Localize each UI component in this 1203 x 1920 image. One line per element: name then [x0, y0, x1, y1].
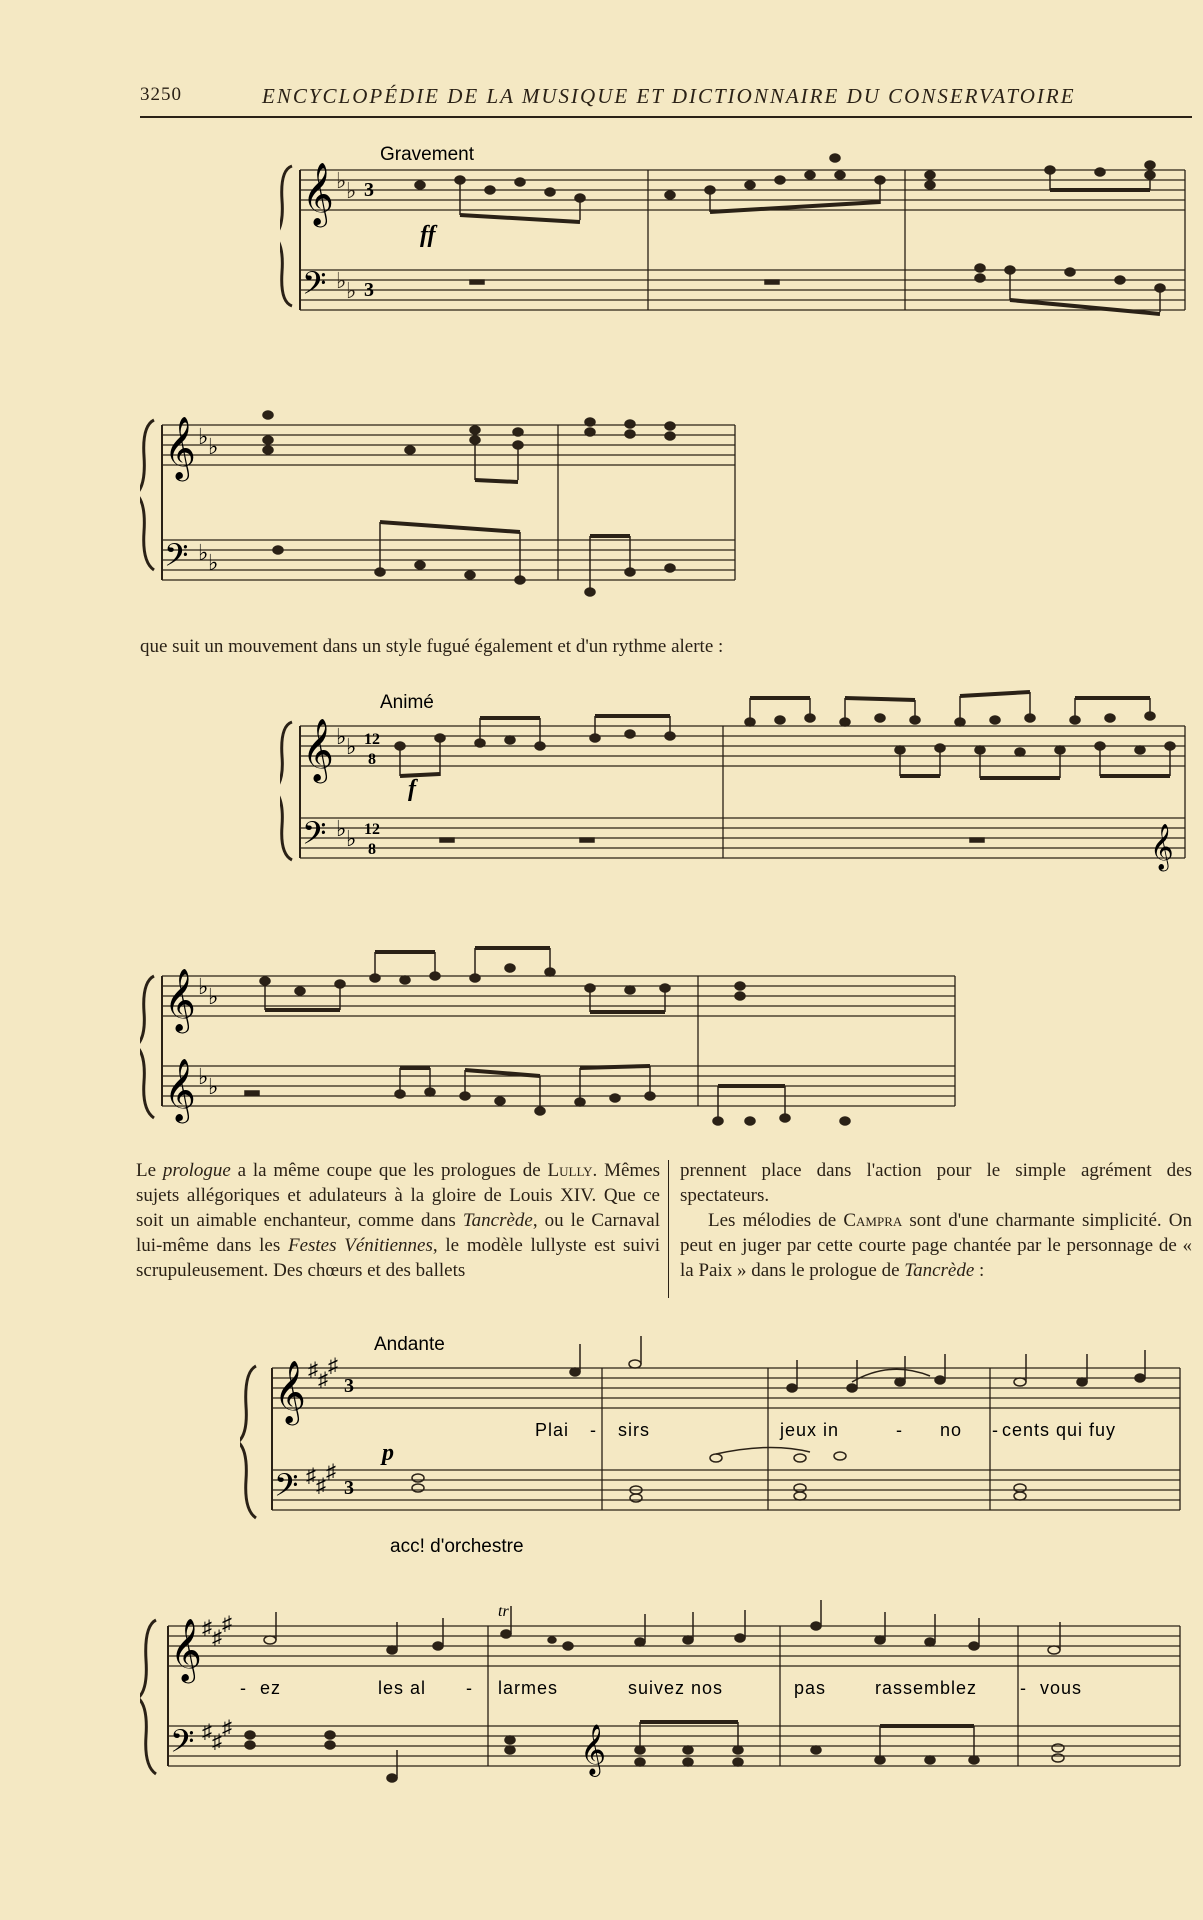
- bass-clef-icon: 𝄢: [302, 265, 327, 309]
- flat-icon: ♭: [198, 540, 209, 565]
- flat-icon: ♭: [346, 178, 357, 203]
- sharp-icon: ♯: [222, 1613, 232, 1635]
- bass-clef-icon: 𝄢: [274, 1467, 299, 1511]
- flat-icon: ♭: [208, 434, 219, 459]
- sharp-icon: ♯: [222, 1717, 232, 1739]
- music-example-anime-system-1: [280, 688, 1190, 878]
- flat-icon: ♭: [208, 984, 219, 1009]
- music-example-gravement-system-1: [280, 140, 1190, 340]
- bass-clef-icon: 𝄢: [170, 1723, 195, 1767]
- lyric-hyphen: -: [896, 1420, 903, 1440]
- sharp-icon: ♯: [326, 1461, 336, 1483]
- page-header: [140, 84, 1190, 114]
- flat-icon: ♭: [198, 974, 209, 999]
- flat-icon: ♭: [336, 268, 347, 293]
- sharp-icon: ♯: [308, 1359, 318, 1381]
- time-signature-bottom: 8: [368, 751, 376, 768]
- body-text-right-column: [680, 1158, 1192, 1283]
- music-example-andante-system-1: [240, 1330, 1190, 1560]
- lyric-syllable: suivez nos: [628, 1678, 724, 1698]
- lyric-hyphen: -: [240, 1678, 247, 1698]
- flat-icon: ♭: [198, 424, 209, 449]
- work-title: Tancrède: [904, 1260, 975, 1281]
- lyric-syllable: pas: [794, 1678, 827, 1698]
- bass-clef-icon: 𝄢: [164, 537, 189, 581]
- music-example-andante-system-2: [140, 1600, 1190, 1800]
- lyric-hyphen: -: [992, 1420, 999, 1440]
- sharp-icon: ♯: [202, 1721, 212, 1743]
- running-title: ENCYCLOPÉDIE DE LA MUSIQUE ET DICTIONNAIRE DU CONSERVATOIRE: [262, 84, 1076, 108]
- treble-clef-icon: 𝄞: [302, 162, 334, 225]
- text-run: a la même coupe que les prologues de: [230, 1160, 548, 1181]
- flat-icon: ♭: [208, 1074, 219, 1099]
- time-signature: 3: [364, 279, 374, 301]
- lyric-hyphen: -: [590, 1420, 597, 1440]
- sharp-icon: ♯: [306, 1465, 316, 1487]
- treble-clef-icon: 𝄞: [1150, 824, 1174, 870]
- column-divider: [668, 1160, 669, 1298]
- flat-icon: ♭: [346, 734, 357, 759]
- body-text-left-column: [136, 1158, 660, 1283]
- lyric-syllable: ez: [260, 1678, 282, 1698]
- time-signature-top: 12: [364, 731, 380, 748]
- sharp-icon: ♯: [202, 1617, 212, 1639]
- text-run: Le: [136, 1160, 163, 1181]
- bass-clef-icon: 𝄢: [302, 815, 327, 859]
- text-run: Les mélodies de: [708, 1210, 844, 1231]
- time-signature: 3: [344, 1375, 354, 1397]
- composer-name: Campra: [843, 1210, 903, 1231]
- music-example-gravement-system-2: [140, 400, 740, 610]
- music-example-anime-system-2: [140, 946, 960, 1136]
- paragraph: [680, 1208, 1192, 1283]
- paragraph: prennent place dans l'action pour le simple agrément des spectateurs.: [680, 1160, 1192, 1206]
- lyric-syllable: sirs: [618, 1420, 650, 1440]
- composer-name: Lully: [547, 1160, 593, 1181]
- header-rule: [140, 116, 1192, 118]
- lyric-syllable: vous: [1040, 1678, 1083, 1698]
- dynamic-marking: p: [382, 1440, 394, 1466]
- sharp-icon: ♯: [212, 1731, 222, 1753]
- tempo-marking: Animé: [380, 692, 434, 713]
- lyric-syllable: cents qui fuy: [1002, 1420, 1117, 1440]
- work-title: Festes Vénitiennes: [287, 1235, 433, 1256]
- work-title: Tancrède: [462, 1210, 533, 1231]
- page-number: 3250: [140, 84, 182, 105]
- tempo-marking: Gravement: [380, 144, 474, 165]
- sharp-icon: ♯: [316, 1475, 326, 1497]
- flat-icon: ♭: [336, 168, 347, 193]
- sharp-icon: ♯: [212, 1627, 222, 1649]
- flat-icon: ♭: [198, 1064, 209, 1089]
- treble-clef-icon: 𝄞: [164, 1058, 196, 1121]
- tempo-marking: Andante: [374, 1334, 445, 1355]
- lyric-syllable: larmes: [498, 1678, 559, 1698]
- time-signature-bottom: 8: [368, 841, 376, 858]
- time-signature: 3: [364, 179, 374, 201]
- lyric-syllable: no: [940, 1420, 963, 1440]
- flat-icon: ♭: [336, 724, 347, 749]
- treble-clef-icon: 𝄞: [170, 1618, 202, 1681]
- lyric-hyphen: -: [1020, 1678, 1027, 1698]
- text-run: . Mêmes sujets allégoriques et adulateurs à la gloire de Louis XIV. Que ce soit un aimable enchanteur, comme dans: [136, 1160, 661, 1231]
- trill-icon: tr: [498, 1603, 509, 1620]
- treble-clef-icon: 𝄞: [164, 416, 196, 479]
- sharp-icon: ♯: [318, 1369, 328, 1391]
- lyric-syllable: les al: [378, 1678, 427, 1698]
- treble-clef-icon: 𝄞: [164, 968, 196, 1031]
- time-signature: 3: [344, 1477, 354, 1499]
- lyric-syllable: Plai: [535, 1420, 570, 1440]
- lyric-syllable: rassemblez: [875, 1678, 978, 1698]
- treble-clef-icon: 𝄞: [302, 718, 334, 781]
- lyric-hyphen: -: [466, 1678, 473, 1698]
- text-run: sont d'une charmante simplicité. On peut en juger par cette courte page chantée par le personnage de « la Paix » dans le prologue de: [680, 1210, 1192, 1281]
- dynamic-marking: ff: [420, 222, 436, 248]
- flat-icon: ♭: [346, 278, 357, 303]
- dynamic-marking: f: [408, 776, 416, 802]
- sharp-icon: ♯: [328, 1355, 338, 1377]
- text-run: , ou le Carnaval lui-même dans les: [136, 1210, 660, 1256]
- accompaniment-label: acc! d'orchestre: [390, 1536, 524, 1557]
- treble-clef-icon: 𝄞: [274, 1360, 306, 1423]
- text-run: :: [974, 1260, 985, 1281]
- flat-icon: ♭: [208, 550, 219, 575]
- text-run: , le modèle lullyste est suivi scrupuleusement. Des chœurs et des ballets: [136, 1235, 660, 1281]
- treble-clef-icon: 𝄞: [580, 1724, 607, 1775]
- italic-term: prologue: [162, 1160, 231, 1181]
- intro-sentence: que suit un mouvement dans un style fugué également et d'un rythme alerte :: [140, 636, 724, 657]
- flat-icon: ♭: [336, 816, 347, 841]
- time-signature-top: 12: [364, 821, 380, 838]
- flat-icon: ♭: [346, 826, 357, 851]
- lyric-syllable: jeux in: [780, 1420, 840, 1440]
